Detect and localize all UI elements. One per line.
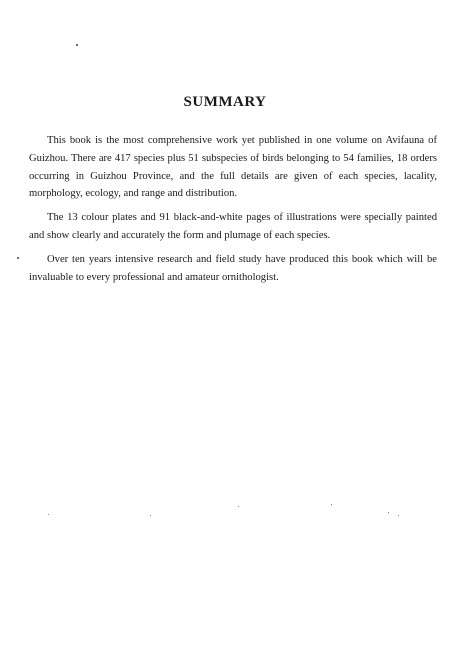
scan-speck bbox=[48, 514, 49, 515]
scan-speck bbox=[238, 506, 239, 507]
summary-paragraph-3: Over ten years intensive research and field study have produced this book which will be invaluable to every professional and amateur ornithologist. bbox=[29, 253, 437, 283]
scan-speck bbox=[76, 44, 78, 46]
summary-body bbox=[29, 132, 437, 292]
scan-speck bbox=[388, 512, 389, 513]
scan-speck bbox=[150, 515, 151, 516]
summary-paragraph-1: This book is the most comprehensive work yet published in one volume on Avifauna of Guizhou. There are 417 species plus 51 subspecies of birds belonging to 54 families, 18 orders occurring in Guizhou Province, and the full details are given of each species, lacality, morphology, ecology, and range and distribution. bbox=[29, 135, 437, 200]
scan-speck bbox=[331, 504, 332, 505]
page-title: SUMMARY bbox=[183, 94, 267, 110]
scan-speck bbox=[398, 515, 399, 516]
summary-paragraph-2: The 13 colour plates and 91 black-and-white pages of illustrations were specially painted and show clearly and accurately the form and plumage of each species. bbox=[29, 212, 437, 241]
scan-speck bbox=[17, 257, 19, 259]
